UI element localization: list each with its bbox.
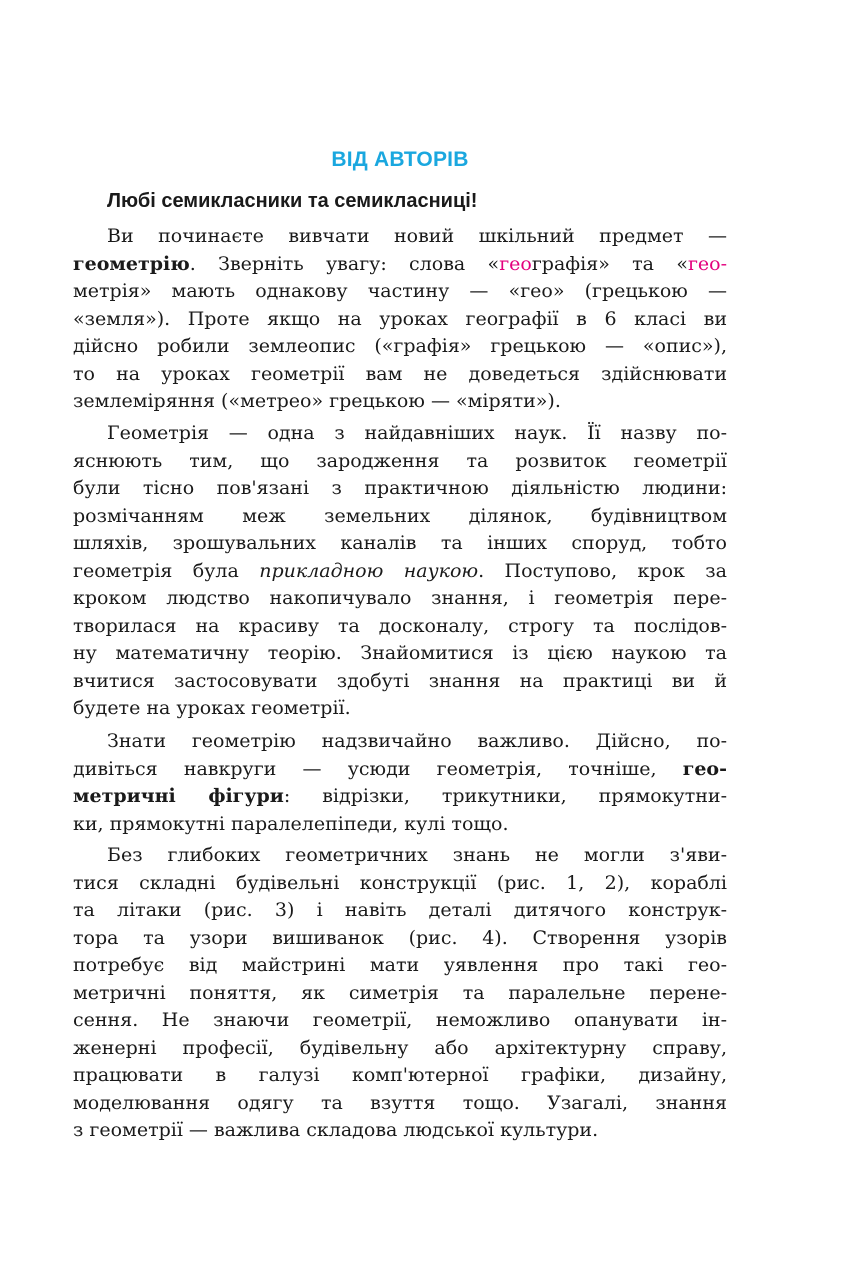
- paragraph-line: розмічанням меж земельних ділянок, будівництвом: [73, 504, 727, 527]
- paragraph-line: тися складні будівельні конструкції (рис. 1, 2), кораблі: [73, 871, 727, 894]
- paragraph-line: [73, 756, 727, 784]
- paragraph-line: женерні професії, будівельну або архітектурну справу,: [73, 1036, 727, 1059]
- paragraph-line: Без глибоких геометричних знань не могли з'яви-: [107, 844, 727, 866]
- paragraph-line: Знати геометрію надзвичайно важливо. Дійсно, по-: [107, 730, 727, 752]
- text-run: геометрія була: [73, 559, 260, 582]
- paragraph-4: [73, 842, 727, 1145]
- bold-term-geometry: геометрію: [73, 252, 190, 275]
- paragraph-line: [73, 783, 727, 811]
- paragraph-line: моделювання одягу та взуття тощо. Узагалі, знання: [73, 1091, 727, 1114]
- greeting-heading: Любі семикласники та семикласниці!: [107, 190, 478, 212]
- paragraph-line: то на уроках геометрії вам не доведеться здійснювати: [73, 362, 727, 385]
- page: [73, 0, 727, 1275]
- paragraph-1: [73, 223, 727, 416]
- paragraph-line: [73, 251, 727, 279]
- paragraph-line: метричні поняття, як симетрія та паралельне перене-: [73, 981, 727, 1004]
- paragraph-line: землеміряння («метрео» грецькою — «міряти»).: [73, 390, 561, 412]
- paragraph-line: сення. Не знаючи геометрії, неможливо опанувати ін-: [73, 1009, 727, 1031]
- paragraph-line: кроком людство накопичувало знання, і геометрія пере-: [73, 587, 727, 609]
- text-run: . Поступово, крок за: [478, 559, 727, 582]
- paragraph-line: працювати в галузі комп'ютерної графіки, дизайну,: [73, 1064, 727, 1086]
- paragraph-2: [73, 420, 727, 723]
- highlight-geo: гео-: [687, 252, 727, 275]
- paragraph-line: Геометрія — одна з найдавніших наук. Її назву по-: [107, 422, 727, 444]
- text-run: дивіться навкруги — усюди геометрія, точніше,: [73, 757, 683, 780]
- highlight-geo: гео: [499, 252, 532, 275]
- paragraph-line: з геометрії — важлива складова людської культури.: [73, 1119, 599, 1141]
- bold-term: гео-: [682, 757, 727, 780]
- paragraph-line: вчитися застосовувати здобуті знання на практиці ви й: [73, 669, 727, 692]
- paragraph-line: творилася на красиву та досконалу, строгу та послідов-: [73, 614, 727, 637]
- paragraph-line: метрія» мають однакову частину — «гео» (грецькою —: [73, 280, 727, 302]
- paragraph-line: дійсно робили землеопис («графія» грецькою — «опис»),: [73, 335, 727, 357]
- paragraph-line: ки, прямокутні паралелепіпеди, кулі тощо.: [73, 812, 509, 835]
- italic-term: прикладною наукою: [259, 559, 479, 582]
- text-run: : відрізки, трикутники, прямокутни-: [283, 785, 727, 807]
- paragraph-line: Ви починаєте вивчати новий шкільний предмет —: [107, 225, 727, 247]
- paragraph-line: ну математичну теорію. Знайомитися із цією наукою та: [73, 642, 727, 664]
- paragraph-line: [73, 558, 727, 586]
- paragraph-line: та літаки (рис. 3) і навіть деталі дитячого конструк-: [73, 899, 727, 921]
- bold-term: метричні фігури: [73, 785, 284, 807]
- paragraph-line: «земля»). Проте якщо на уроках географії в 6 класі ви: [73, 307, 727, 330]
- page-title: ВІД АВТОРІВ: [331, 148, 469, 171]
- paragraph-line: тора та узори вишиванок (рис. 4). Створення узорів: [73, 926, 727, 949]
- paragraph-3: [73, 728, 727, 838]
- text-run: . Зверніть увагу: слова «: [189, 252, 500, 275]
- paragraph-line: будете на уроках геометрії.: [73, 697, 351, 719]
- paragraph-line: шляхів, зрошувальних каналів та інших споруд, тобто: [73, 532, 727, 554]
- paragraph-line: потребує від майстрині мати уявлення про такі гео-: [73, 954, 727, 976]
- paragraph-line: яснюють тим, що зародження та розвиток геометрії: [73, 449, 727, 472]
- text-run: графія» та «: [531, 252, 688, 275]
- paragraph-line: були тісно пов'язані з практичною діяльністю людини:: [73, 477, 727, 499]
